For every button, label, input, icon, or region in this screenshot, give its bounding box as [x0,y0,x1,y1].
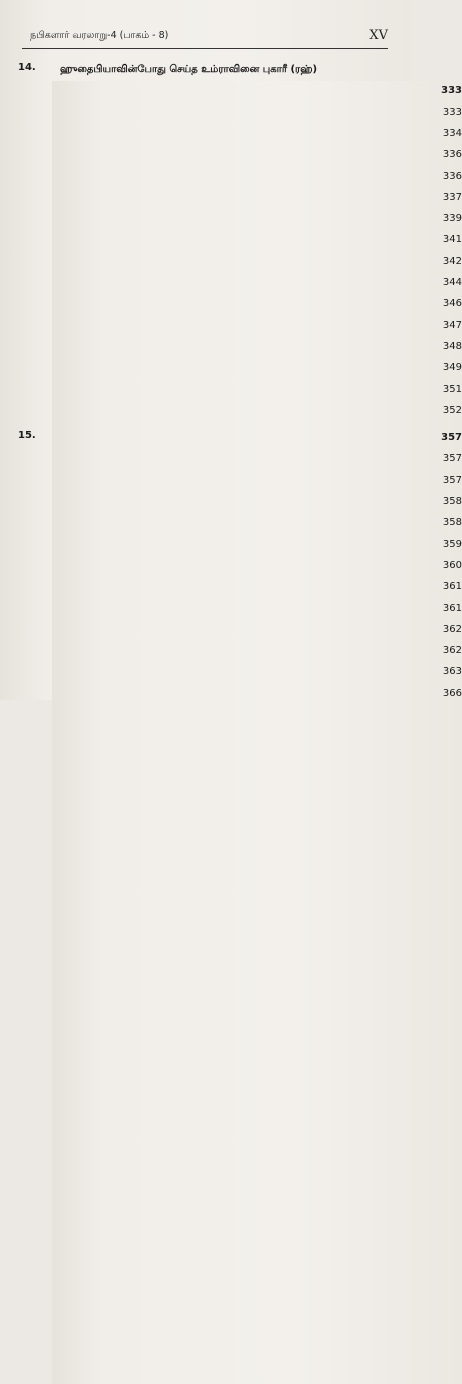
toc-entry [52,641,462,661]
toc-entry [52,252,462,272]
toc-entry-page: 358 [52,492,462,1192]
toc-entry [52,513,462,533]
chapter-page: 357 [52,428,462,1128]
running-head: நபிகளார் வரலாறு-4 (பாகம் - 8) [30,30,169,41]
toc-entry-page: 361 [52,577,462,1277]
toc-entry-page: 342 [52,252,462,952]
chapter-page: 333 [52,81,462,781]
toc-entry-page: 358 [52,513,462,1213]
chapter-heading [52,60,382,80]
toc-entry-page: 341 [52,230,462,930]
toc-entry [52,380,462,400]
toc-entry [52,230,462,250]
toc-entry-page: 333 [52,103,462,803]
toc-entry [52,535,462,555]
toc-entry [52,167,462,187]
toc-entry [52,316,462,336]
toc-entry [52,471,462,491]
chapter-title: ஹுதைபியாவின்போது செய்த உம்ராவினை புகாரீ (ரஹ்) [60,64,318,75]
toc-entry-page: 361 [52,599,462,1299]
toc-entry [52,188,462,208]
toc-entry-page: 347 [52,316,462,1016]
toc-entry [52,294,462,314]
toc-entry [52,145,462,165]
toc-entry-page: 348 [52,337,462,1037]
toc-entry [52,358,462,378]
toc-entry-page: 360 [52,556,462,1256]
toc-entry [52,684,462,704]
toc-entry [52,599,462,619]
toc-entry [52,662,462,682]
toc-entry [52,273,462,293]
toc-entry [52,401,462,421]
toc-entry-page: 366 [52,684,462,1384]
toc-entry-page: 346 [52,294,462,994]
toc-entry-page: 362 [52,620,462,1320]
toc-entry [52,577,462,597]
chapter-number: 15. [18,430,36,442]
toc-entry [52,103,462,123]
page-number: XV [369,28,388,43]
toc-entry-page: 344 [52,273,462,973]
chapter-subtitle [52,81,462,101]
toc-entry-page: 359 [52,535,462,1235]
toc-entry [52,620,462,640]
chapter-heading [52,428,462,448]
chapter-number: 14. [18,62,36,73]
toc-entry-page: 351 [52,380,462,1080]
toc-entry-page: 362 [52,641,462,1341]
toc-entry-page: 363 [52,662,462,1362]
toc-entry-page: 337 [52,188,462,888]
toc-entry-page: 339 [52,209,462,909]
toc-entry-page: 349 [52,358,462,1058]
toc-entry-page: 352 [52,401,462,1101]
header-rule [22,48,388,49]
toc-entry [52,124,462,144]
toc-entry-page: 334 [52,124,462,824]
toc-entry-page: 357 [52,449,462,1149]
toc-entry [52,209,462,229]
toc-entry-page: 336 [52,167,462,867]
toc-entry [52,337,462,357]
toc-entry [52,492,462,512]
toc-entry [52,449,462,469]
toc-entry [52,556,462,576]
toc-entry-page: 357 [52,471,462,1171]
toc-entry-page: 336 [52,145,462,845]
